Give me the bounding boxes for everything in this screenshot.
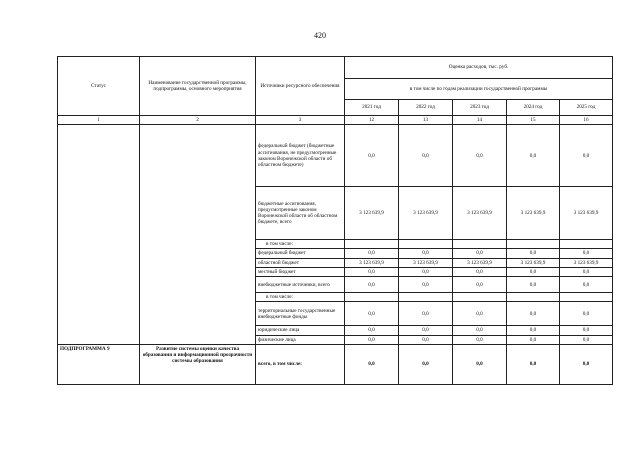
header-name: Наименование государственной программы, подпрограммы, основного мероприятия (140, 57, 256, 116)
value-cell: 0,0 (453, 249, 507, 258)
value-cell: 3 123 639,9 (399, 187, 453, 240)
value-cell: 3 123 639,9 (560, 187, 613, 240)
source-cell: областной бюджет (256, 258, 345, 267)
value-cell (560, 293, 613, 302)
value-cell: 0,0 (345, 125, 399, 187)
source-cell: территориальные государственные внебюджетные фонды (256, 302, 345, 326)
header-year: 2024 год (507, 100, 560, 116)
value-cell: 0,0 (453, 125, 507, 187)
value-cell: 0,0 (453, 302, 507, 326)
value-cell: 0,0 (399, 249, 453, 258)
source-cell: в том числе: (256, 240, 345, 249)
value-cell: 0,0 (453, 326, 507, 335)
value-cell: 0,0 (507, 326, 560, 335)
value-cell: 0,0 (345, 335, 399, 344)
value-cell: 0,0 (507, 277, 560, 293)
value-cell: 0,0 (560, 267, 613, 276)
value-cell: 3 123 639,9 (560, 258, 613, 267)
value-cell: 3 123 639,9 (453, 258, 507, 267)
value-cell (560, 240, 613, 249)
subprogram-row (58, 344, 613, 384)
value-cell (453, 240, 507, 249)
value-cell: 0,0 (560, 302, 613, 326)
column-numbers-row (58, 116, 613, 125)
value-cell: 0,0 (399, 326, 453, 335)
col-number: 14 (453, 116, 507, 125)
value-cell: 0,0 (507, 125, 560, 187)
value-cell: 0,0 (560, 249, 613, 258)
header-including: в том числе по годам реализации государственной программы (345, 79, 613, 100)
value-cell: 0,0 (560, 344, 613, 384)
value-cell: 0,0 (560, 277, 613, 293)
value-cell: 0,0 (453, 277, 507, 293)
value-cell: 0,0 (399, 267, 453, 276)
header-status: Статус (58, 57, 140, 116)
value-cell (399, 240, 453, 249)
value-cell (399, 293, 453, 302)
value-cell: 0,0 (560, 335, 613, 344)
header-source: Источники ресурсного обеспечения (256, 57, 345, 116)
col-number: 13 (399, 116, 453, 125)
value-cell: 0,0 (507, 249, 560, 258)
value-cell: 0,0 (399, 335, 453, 344)
value-cell: 0,0 (560, 326, 613, 335)
value-cell (345, 293, 399, 302)
source-cell: в том числе: (256, 293, 345, 302)
source-cell: юридические лица (256, 326, 345, 335)
value-cell: 0,0 (399, 344, 453, 384)
value-cell: 0,0 (345, 277, 399, 293)
value-cell: 3 123 639,9 (453, 187, 507, 240)
value-cell: 0,0 (345, 249, 399, 258)
col-number: 2 (140, 116, 256, 125)
header-year: 2023 год (453, 100, 507, 116)
value-cell: 0,0 (399, 302, 453, 326)
subprogram-source: всего, в том числе: (256, 344, 345, 384)
value-cell: 3 123 639,9 (399, 258, 453, 267)
source-cell: внебюджетные источники, всего (256, 277, 345, 293)
value-cell: 0,0 (507, 344, 560, 384)
value-cell: 0,0 (560, 125, 613, 187)
source-cell: федеральный бюджет (бюджетные ассигнования, не предусмотренные законом Воронежской области об областном бюджете) (256, 125, 345, 187)
value-cell: 0,0 (345, 326, 399, 335)
source-cell: физические лица (256, 335, 345, 344)
value-cell: 3 123 639,9 (345, 187, 399, 240)
value-cell: 0,0 (453, 335, 507, 344)
header-year: 2022 год (399, 100, 453, 116)
value-cell: 0,0 (507, 335, 560, 344)
col-number: 16 (560, 116, 613, 125)
table-row (58, 125, 613, 187)
value-cell: 0,0 (399, 125, 453, 187)
header-year: 2021 год (345, 100, 399, 116)
status-cell-empty (58, 125, 140, 345)
budget-table (57, 56, 613, 385)
header-year: 2025 год (560, 100, 613, 116)
col-number: 15 (507, 116, 560, 125)
value-cell: 0,0 (507, 302, 560, 326)
col-number: 12 (345, 116, 399, 125)
value-cell: 0,0 (453, 344, 507, 384)
value-cell (507, 240, 560, 249)
value-cell: 0,0 (345, 267, 399, 276)
value-cell: 3 123 639,9 (345, 258, 399, 267)
source-cell: местный бюджет (256, 267, 345, 276)
value-cell: 0,0 (507, 267, 560, 276)
value-cell: 0,0 (345, 344, 399, 384)
value-cell (345, 240, 399, 249)
value-cell: 0,0 (345, 302, 399, 326)
value-cell: 3 123 639,9 (507, 187, 560, 240)
subprogram-name: Развитие системы оценки качества образования и информационной прозрачности системы образования (140, 344, 256, 384)
value-cell: 0,0 (453, 267, 507, 276)
value-cell: 0,0 (399, 277, 453, 293)
col-number: 1 (58, 116, 140, 125)
source-cell: бюджетные ассигнования, предусмотренные законом Воронежской области об областном бюджете, всего (256, 187, 345, 240)
page-number: 420 (314, 31, 326, 40)
col-number: 3 (256, 116, 345, 125)
value-cell (507, 293, 560, 302)
value-cell: 3 123 639,9 (507, 258, 560, 267)
name-cell-empty (140, 125, 256, 345)
source-cell: федеральный бюджет (256, 249, 345, 258)
header-row-1 (58, 57, 613, 79)
subprogram-status: ПОДПРОГРАММА 9 (58, 344, 140, 384)
value-cell (453, 293, 507, 302)
header-estimate: Оценка расходов, тыс. руб. (345, 57, 613, 79)
